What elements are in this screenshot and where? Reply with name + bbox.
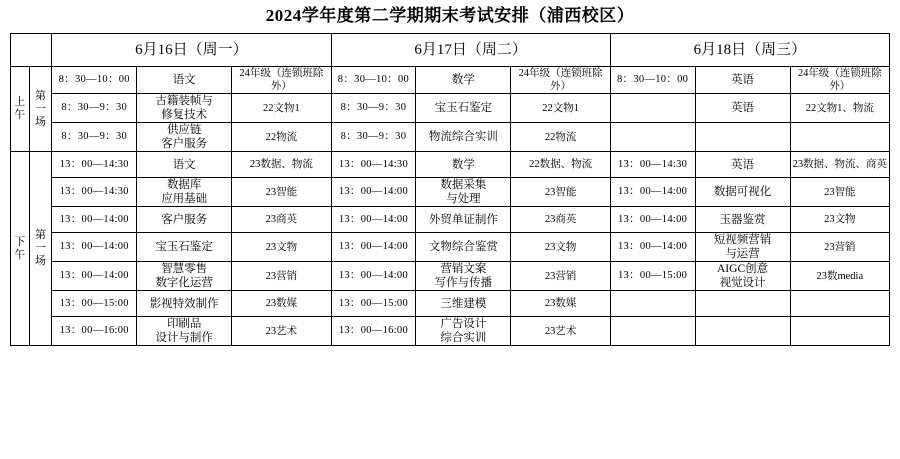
table-row — [11, 291, 890, 317]
exam-schedule-table — [10, 33, 890, 346]
course-cell: 宝玉石鉴定 — [416, 94, 511, 123]
class-cell: 23艺术 — [232, 317, 331, 346]
time-cell: 13：00—14:00 — [52, 207, 137, 233]
class-cell: 22物流 — [232, 123, 331, 152]
course-cell: 智慧零售 数字化运营 — [137, 262, 232, 291]
course-cell: 语文 — [137, 152, 232, 178]
class-cell: 22文物1、物流 — [790, 94, 889, 123]
section-label-afternoon: 下 午 — [11, 152, 30, 346]
table-row — [11, 94, 890, 123]
time-cell — [610, 291, 695, 317]
table-row — [11, 152, 890, 178]
class-cell: 22物流 — [511, 123, 610, 152]
time-cell: 13：00—15:00 — [331, 291, 416, 317]
course-cell: 短视频营销 与运营 — [695, 233, 790, 262]
class-cell: 23营销 — [232, 262, 331, 291]
class-cell: 24年级（连锁班除外） — [511, 67, 610, 94]
course-cell: 玉器鉴赏 — [695, 207, 790, 233]
table-row — [11, 67, 890, 94]
course-cell — [695, 123, 790, 152]
table-row — [11, 317, 890, 346]
course-cell: 影视特效制作 — [137, 291, 232, 317]
table-row — [11, 207, 890, 233]
course-cell: 客户服务 — [137, 207, 232, 233]
time-cell — [610, 317, 695, 346]
course-cell: 外贸单证制作 — [416, 207, 511, 233]
class-cell: 23文物 — [790, 207, 889, 233]
table-row — [11, 178, 890, 207]
time-cell: 8：30—10：00 — [331, 67, 416, 94]
time-cell: 13：00—14:00 — [610, 207, 695, 233]
time-cell: 13：00—14:30 — [610, 152, 695, 178]
day-header-2: 6月17日（周二） — [331, 34, 610, 67]
class-cell: 23艺术 — [511, 317, 610, 346]
time-cell: 13：00—14:30 — [331, 152, 416, 178]
time-cell: 8：30—9：30 — [52, 94, 137, 123]
time-cell: 13：00—16:00 — [52, 317, 137, 346]
time-cell: 13：00—14:00 — [610, 178, 695, 207]
class-cell: 23智能 — [790, 178, 889, 207]
class-cell: 22数据、物流 — [511, 152, 610, 178]
round-label-morning-1: 第 一 场 — [29, 67, 52, 152]
time-cell: 13：00—14:30 — [52, 178, 137, 207]
course-cell: 文物综合鉴赏 — [416, 233, 511, 262]
course-cell: 英语 — [695, 94, 790, 123]
time-cell: 13：00—14:00 — [52, 262, 137, 291]
course-cell: 印刷品 设计与制作 — [137, 317, 232, 346]
class-cell: 23数据、物流、商英 — [790, 152, 889, 178]
class-cell: 23文物 — [511, 233, 610, 262]
course-cell: AIGC创意 视觉设计 — [695, 262, 790, 291]
class-cell — [790, 291, 889, 317]
time-cell: 13：00—14:00 — [610, 233, 695, 262]
course-cell: 供应链 客户服务 — [137, 123, 232, 152]
class-cell: 24年级（连锁班除外） — [790, 67, 889, 94]
class-cell — [790, 317, 889, 346]
time-cell: 13：00—14:30 — [52, 152, 137, 178]
time-cell: 8：30—10：00 — [610, 67, 695, 94]
class-cell: 22文物1 — [511, 94, 610, 123]
time-cell: 13：00—16:00 — [331, 317, 416, 346]
time-cell: 8：30—9：30 — [52, 123, 137, 152]
day-header-3: 6月18日（周三） — [610, 34, 889, 67]
course-cell: 数据库 应用基础 — [137, 178, 232, 207]
class-cell — [790, 123, 889, 152]
course-cell — [695, 291, 790, 317]
time-cell: 13：00—15:00 — [610, 262, 695, 291]
course-cell: 物流综合实训 — [416, 123, 511, 152]
course-cell: 营销文案 写作与传播 — [416, 262, 511, 291]
course-cell: 数据可视化 — [695, 178, 790, 207]
time-cell: 13：00—15:00 — [52, 291, 137, 317]
time-cell: 13：00—14:00 — [331, 233, 416, 262]
course-cell: 宝玉石鉴定 — [137, 233, 232, 262]
course-cell: 广告设计 综合实训 — [416, 317, 511, 346]
round-label-afternoon-1: 第 一 场 — [29, 152, 52, 346]
class-cell: 23商英 — [232, 207, 331, 233]
course-cell: 数学 — [416, 67, 511, 94]
time-cell: 13：00—14:00 — [331, 178, 416, 207]
table-row — [11, 123, 890, 152]
course-cell: 数据采集 与处理 — [416, 178, 511, 207]
time-cell: 8：30—9：30 — [331, 94, 416, 123]
course-cell: 三维建模 — [416, 291, 511, 317]
course-cell: 英语 — [695, 152, 790, 178]
class-cell: 23营销 — [790, 233, 889, 262]
course-cell: 语文 — [137, 67, 232, 94]
class-cell: 22文物1 — [232, 94, 331, 123]
class-cell: 23智能 — [511, 178, 610, 207]
page-title: 2024学年度第二学期期末考试安排（浦西校区） — [265, 6, 635, 25]
class-cell: 23商英 — [511, 207, 610, 233]
course-cell — [695, 317, 790, 346]
header-corner — [11, 34, 52, 67]
class-cell: 23数media — [790, 262, 889, 291]
section-label-morning: 上 午 — [11, 67, 30, 152]
course-cell: 古籍装帧与 修复技术 — [137, 94, 232, 123]
day-header-1: 6月16日（周一） — [52, 34, 331, 67]
class-cell: 24年级（连锁班除外） — [232, 67, 331, 94]
time-cell: 13：00—14:00 — [331, 262, 416, 291]
course-cell: 英语 — [695, 67, 790, 94]
course-cell: 数学 — [416, 152, 511, 178]
class-cell: 23数据、物流 — [232, 152, 331, 178]
class-cell: 23文物 — [232, 233, 331, 262]
class-cell: 23营销 — [511, 262, 610, 291]
table-row — [11, 262, 890, 291]
time-cell — [610, 123, 695, 152]
time-cell: 8：30—10：00 — [52, 67, 137, 94]
time-cell: 13：00—14:00 — [331, 207, 416, 233]
table-row — [11, 233, 890, 262]
time-cell — [610, 94, 695, 123]
time-cell: 8：30—9：30 — [331, 123, 416, 152]
class-cell: 23数媒 — [232, 291, 331, 317]
time-cell: 13：00—14:00 — [52, 233, 137, 262]
class-cell: 23数媒 — [511, 291, 610, 317]
table-header-row — [11, 34, 890, 67]
class-cell: 23智能 — [232, 178, 331, 207]
